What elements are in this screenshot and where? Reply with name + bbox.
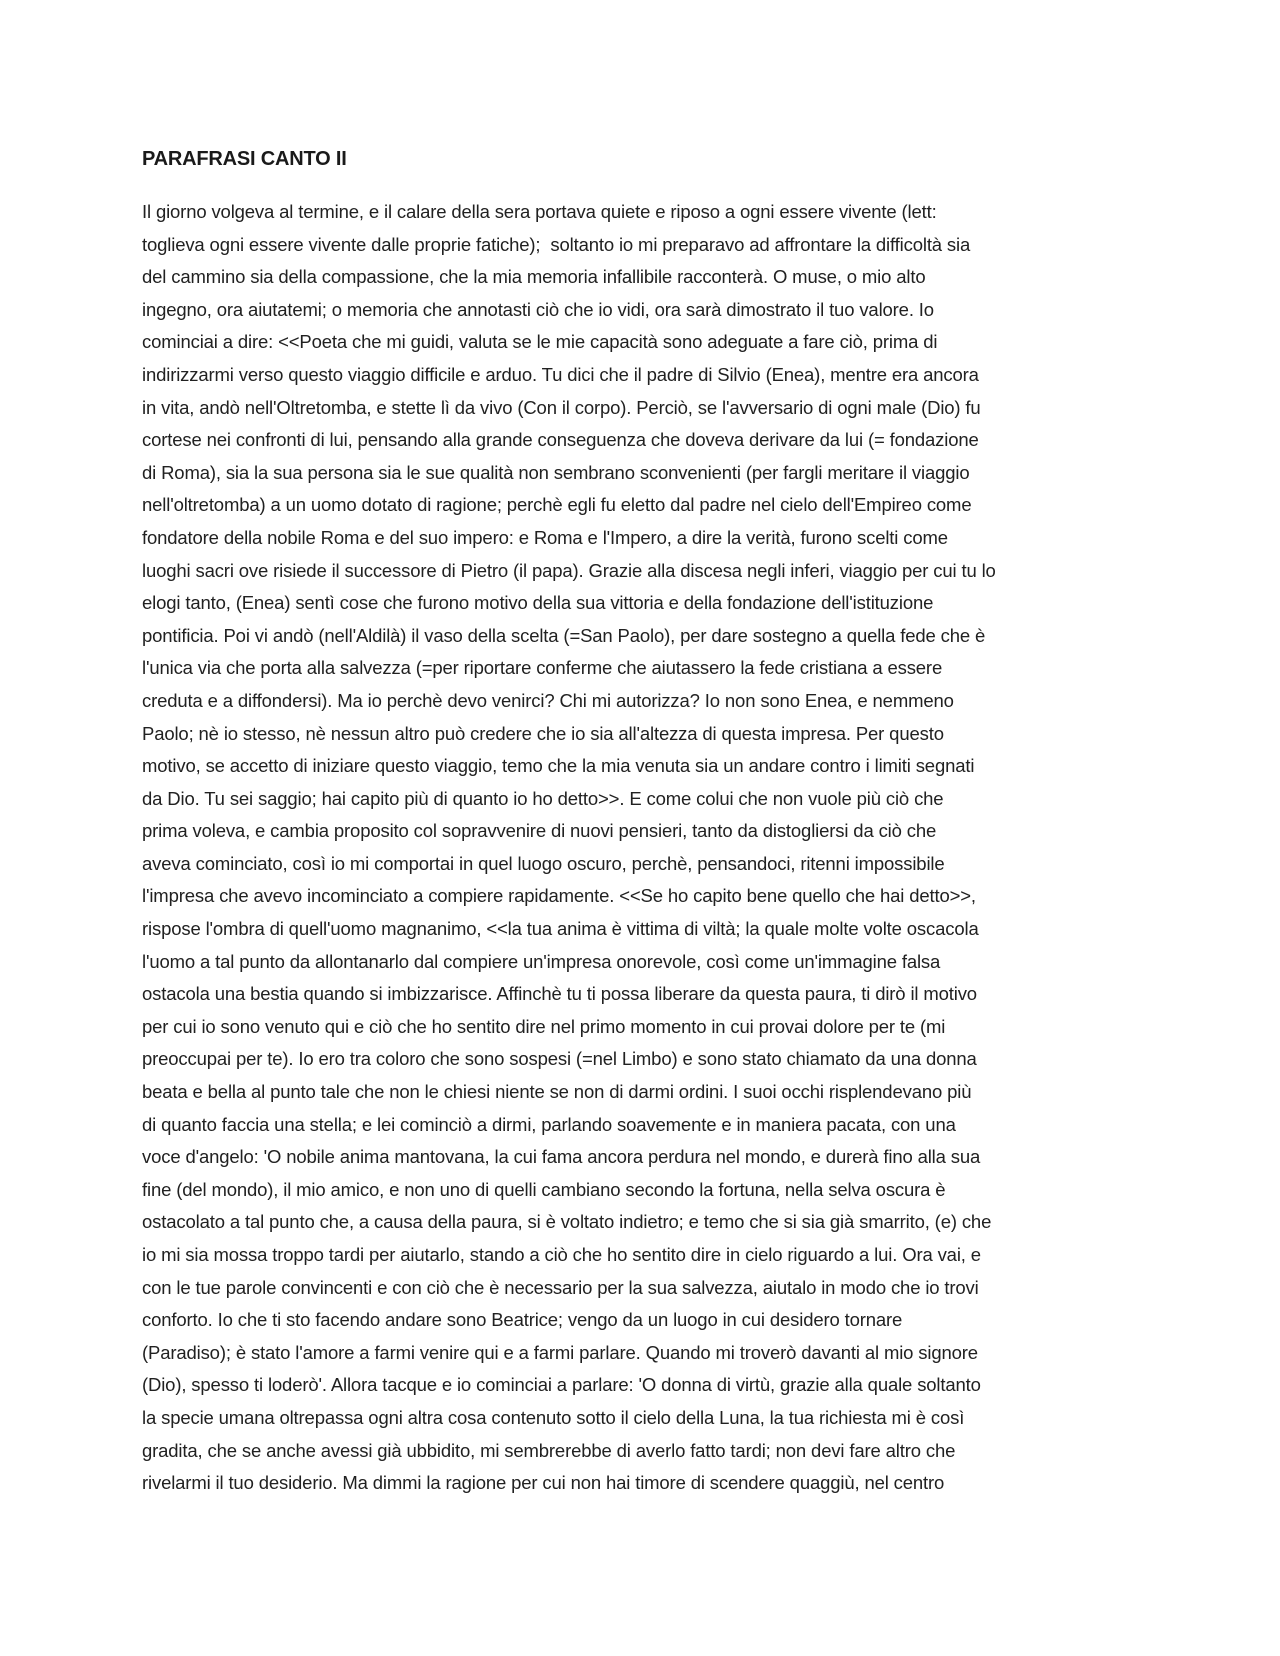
text-line: preoccupai per te). Io ero tra coloro che sono sospesi (=nel Limbo) e sono stato chiamato da una donna — [142, 1048, 977, 1070]
text-line: di quanto faccia una stella; e lei cominciò a dirmi, parlando soavemente e in maniera pacata, con una — [142, 1113, 956, 1135]
text-line: prima voleva, e cambia proposito col sopravvenire di nuovi pensieri, tanto da distogliersi da ciò che — [142, 820, 937, 842]
text-line: (Dio), spesso ti loderò'. Allora tacque e io cominciai a parlare: 'O donna di virtù, grazie alla quale soltanto — [142, 1374, 981, 1396]
text-line: la specie umana oltrepassa ogni altra cosa contenuto sotto il cielo della Luna, la tua richiesta mi è così — [142, 1406, 965, 1428]
text-line: cominciai a dire: <<Poeta che mi guidi, valuta se le mie capacità sono adeguate a fare ciò, prima di — [142, 331, 938, 353]
text-line: ostacola una bestia quando si imbizzarisce. Affinchè tu ti possa liberare da questa paura, ti dirò il motivo — [142, 983, 977, 1005]
text-line: voce d'angelo: 'O nobile anima mantovana, la cui fama ancora perdura nel mondo, e durerà fino alla sua — [142, 1146, 981, 1168]
text-line: del cammino sia della compassione, che la mia memoria infallibile racconterà. O muse, o mio alto — [142, 266, 926, 288]
text-line: Paolo; nè io stesso, nè nessun altro può credere che io sia all'altezza di questa impresa. Per questo — [142, 722, 944, 744]
text-line: elogi tanto, (Enea) sentì cose che furono motivo della sua vittoria e della fondazione dell'istituzione — [142, 592, 934, 614]
text-line: conforto. Io che ti sto facendo andare sono Beatrice; vengo da un luogo in cui desidero tornare — [142, 1309, 903, 1331]
text-line: di Roma), sia la sua persona sia le sue qualità non sembrano sconvenienti (per fargli meritare il viaggio — [142, 461, 970, 483]
text-line: Il giorno volgeva al termine, e il calare della sera portava quiete e riposo a ogni essere vivente (lett: — [142, 201, 937, 222]
text-line: ostacolato a tal punto che, a causa della paura, si è voltato indietro; e temo che si sia già smarrito, (e) che — [142, 1211, 992, 1233]
text-line: l'uomo a tal punto da allontanarlo dal compiere un'impresa onorevole, così come un'immagine falsa — [142, 950, 941, 972]
text-line: da Dio. Tu sei saggio; hai capito più di quanto io ho detto>>. E come colui che non vuole più ciò che — [142, 787, 944, 809]
text-line: nell'oltretomba) a un uomo dotato di ragione; perchè egli fu eletto dal padre nel cielo dell'Empireo come — [142, 494, 972, 516]
text-line: fine (del mondo), il mio amico, e non uno di quelli cambiano secondo la fortuna, nella selva oscura è — [142, 1178, 946, 1200]
text-line: per cui io sono venuto qui e ciò che ho sentito dire nel primo momento in cui provai dolore per te (mi — [142, 1015, 946, 1037]
text-line: l'unica via che porta alla salvezza (=per riportare conferme che aiutassero la fede cristiana a essere — [142, 657, 943, 679]
text-line: pontificia. Poi vi andò (nell'Aldilà) il vaso della scelta (=San Paolo), per dare sostegno a quella fede che è — [142, 624, 986, 646]
text-line: l'impresa che avevo incominciato a compiere rapidamente. <<Se ho capito bene quello che hai detto>>, — [142, 885, 976, 907]
text-line: toglieva ogni essere vivente dalle proprie fatiche); soltanto io mi preparavo ad affrontare la difficoltà sia — [142, 233, 971, 255]
text-line: rivelarmi il tuo desiderio. Ma dimmi la ragione per cui non hai timore di scendere quaggiù, nel centro — [142, 1472, 945, 1494]
document-content — [142, 146, 1082, 1500]
text-line: io mi sia mossa troppo tardi per aiutarlo, stando a ciò che ho sentito dire in cielo riguardo a lui. Ora vai, e — [142, 1244, 981, 1265]
text-line: indirizzarmi verso questo viaggio difficile e arduo. Tu dici che il padre di Silvio (Enea), mentre era ancora — [142, 363, 979, 385]
text-line: gradita, che se anche avessi già ubbidito, mi sembrerebbe di averlo fatto tardi; non devi fare altro che — [142, 1439, 956, 1461]
text-line: rispose l'ombra di quell'uomo magnanimo, <<la tua anima è vittima di viltà; la quale molte volte oscacola — [142, 918, 979, 940]
text-line: creduta e a diffondersi). Ma io perchè devo venirci? Chi mi autorizza? Io non sono Enea, e nemmeno — [142, 689, 954, 711]
text-line: fondatore della nobile Roma e del suo impero: e Roma e l'Impero, a dire la verità, furono scelti come — [142, 526, 948, 548]
text-line: (Paradiso); è stato l'amore a farmi venire qui e a farmi parlare. Quando mi troverò davanti al mio signore — [142, 1341, 978, 1363]
document-title: PARAFRASI CANTO II — [142, 148, 347, 170]
text-line: cortese nei confronti di lui, pensando alla grande conseguenza che doveva derivare da lui (= fondazione — [142, 429, 979, 451]
paragraph — [142, 196, 1082, 1500]
text-line: beata e bella al punto tale che non le chiesi niente se non di darmi ordini. I suoi occhi risplendevano più — [142, 1081, 972, 1103]
text-line: luoghi sacri ove risiede il successore di Pietro (il papa). Grazie alla discesa negli inferi, viaggio per cui tu lo — [142, 559, 996, 581]
text-line: ingegno, ora aiutatemi; o memoria che annotasti ciò che io vidi, ora sarà dimostrato il tuo valore. Io — [142, 298, 934, 320]
text-line: aveva cominciato, così io mi comportai in quel luogo oscuro, perchè, pensandoci, ritenni impossibile — [142, 852, 945, 874]
text-line: con le tue parole convincenti e con ciò che è necessario per la sua salvezza, aiutalo in modo che io trovi — [142, 1276, 979, 1298]
text-line: motivo, se accetto di iniziare questo viaggio, temo che la mia venuta sia un andare contro i limiti segnati — [142, 755, 975, 777]
text-line: in vita, andò nell'Oltretomba, e stette lì da vivo (Con il corpo). Perciò, se l'avversario di ogni male (Dio) fu — [142, 396, 981, 418]
